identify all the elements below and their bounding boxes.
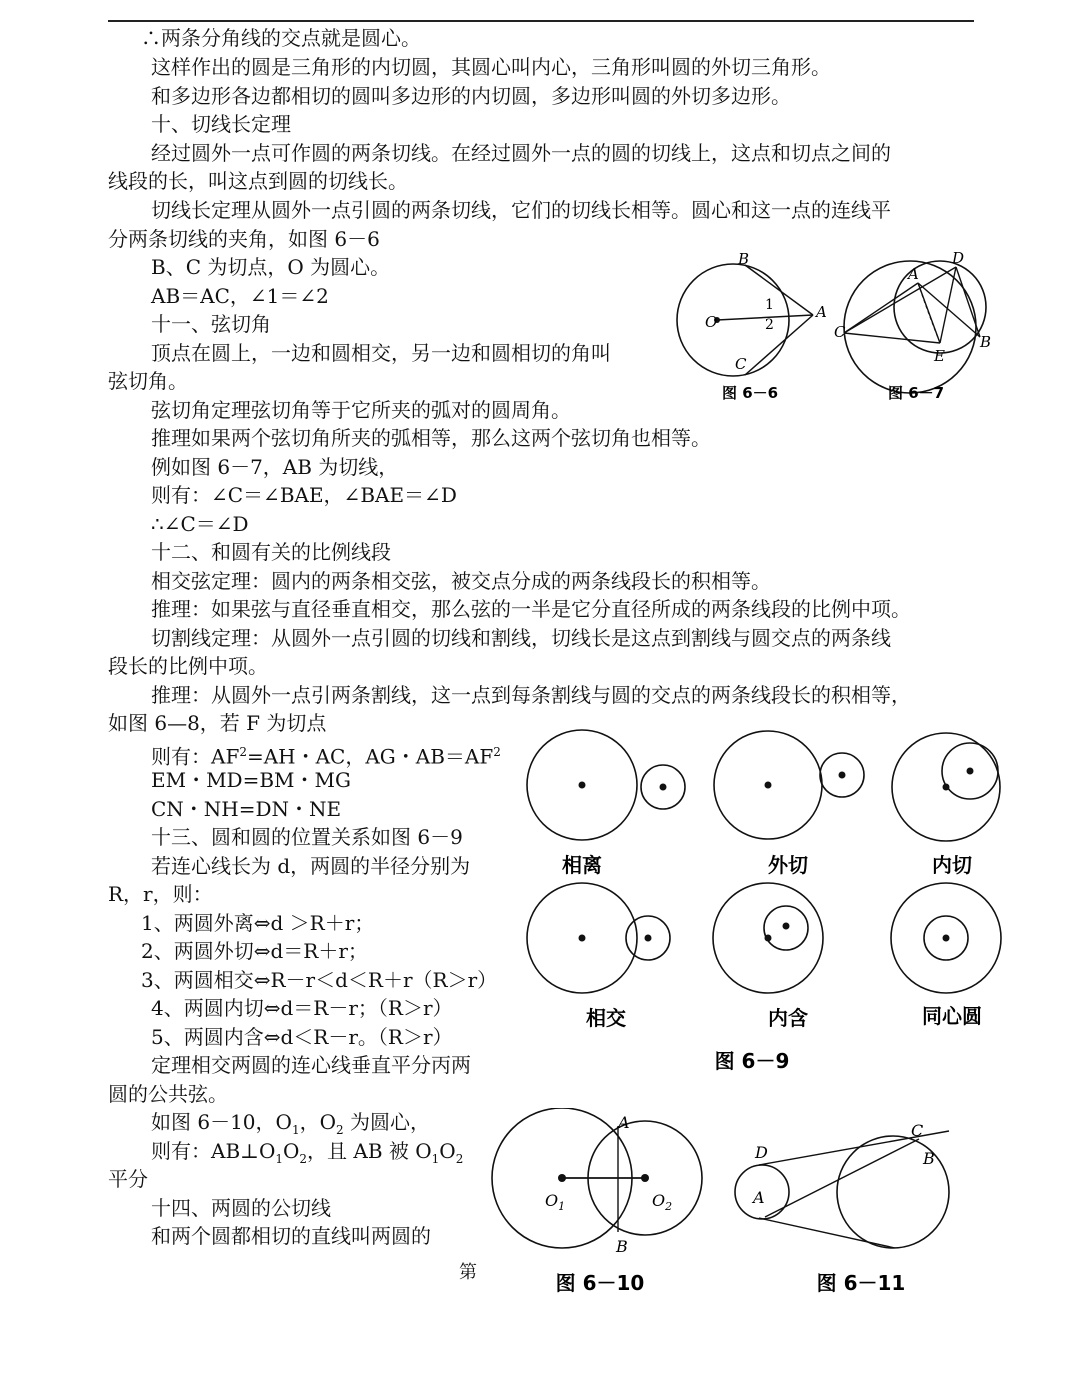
fig66-label-1: 1 — [765, 297, 774, 313]
text-line-2: 这样作出的圆是三角形的内切圆，其圆心叫内心，三角形叫圆的外切三角形。 — [151, 55, 831, 79]
text-line-3: 和多边形各边都相切的圆叫多边形的内切圆，多边形叫圆的外切多边形。 — [151, 84, 791, 108]
text-line-1: ∴两条分角线的交点就是圆心。 — [141, 26, 421, 50]
text-line-28: CN・NH=DN・NE — [151, 797, 342, 821]
text-line-43: 和两个圆都相切的直线叫两圆的 — [151, 1224, 431, 1248]
section-heading-13: 十三、圆和圆的位置关系如图 6－9 — [151, 825, 463, 849]
fig67-line-CE — [844, 333, 940, 343]
subscript: 1 — [291, 1123, 300, 1137]
fig66-caption: 图 6－6 — [722, 384, 779, 402]
fig69-label-intersect: 相交 — [586, 1006, 626, 1030]
text-line-34: 3、两圆相交⇔R－r＜d＜R＋r（R＞r） — [141, 968, 498, 992]
fig66-tangent-AC — [745, 315, 813, 375]
text-line-23: 段长的比例中项。 — [108, 654, 268, 678]
text-line-14: 弦切角定理弦切角等于它所夹的弧对的圆周角。 — [151, 398, 571, 422]
text-line-16: 例如图 6－7，AB 为切线， — [151, 455, 399, 479]
figure-6-9 — [520, 725, 1010, 1085]
text-line-7: 切线长定理从圆外一点引圆的两条切线，它们的切线长相等。圆心和这一点的连线平 — [151, 198, 891, 222]
subscript: 1 — [431, 1152, 440, 1166]
fig67-line-CD — [844, 267, 956, 333]
text-line-17: 则有：∠C＝∠BAE，∠BAE＝∠D — [151, 483, 457, 507]
text-line-36: 5、两圆内含⇔d＜R－r。（R＞r） — [151, 1025, 453, 1049]
text-line-25: 如图 6—8，若 F 为切点 — [108, 711, 327, 735]
fig611-label-A: A — [753, 1188, 765, 1207]
fig66-label-2: 2 — [765, 317, 774, 333]
text-line-12: 顶点在圆上，一边和圆相交，另一边和圆相切的角叫 — [151, 341, 611, 365]
text-line-41: 平分 — [108, 1167, 148, 1191]
section-heading-12: 十二、和圆有关的比例线段 — [151, 540, 391, 564]
text-line-6: 线段的长，叫这点到圆的切线长。 — [108, 169, 408, 193]
subscript: 2 — [455, 1152, 464, 1166]
superscript: 2 — [239, 745, 247, 759]
text-line-40 — [151, 1137, 463, 1173]
fig69-label-int-tangent: 内切 — [932, 853, 972, 877]
text-line-38: 圆的公共弦。 — [108, 1082, 228, 1106]
section-heading-14: 十四、两圆的公切线 — [151, 1196, 331, 1220]
text-line-9: B、C 为切点，O 为圆心。 — [151, 255, 391, 279]
text-40c: O — [283, 1139, 300, 1163]
fig67-label-C: C — [834, 323, 846, 341]
text-line-33: 2、两圆外切⇔d＝R＋r； — [141, 939, 368, 963]
figure-6-7 — [828, 245, 998, 410]
text-line-31: R，r，则： — [108, 882, 213, 906]
text-line-5: 经过圆外一点可作圆的两条切线。在经过圆外一点的圆的切线上，这点和切点之间的 — [151, 141, 891, 165]
subscript: 2 — [335, 1123, 344, 1137]
text-line-20: 相交弦定理：圆内的两条相交弦，被交点分成的两条线段长的积相等。 — [151, 569, 771, 593]
text-26a: 则有：AF — [151, 744, 240, 769]
text-line-13: 弦切角。 — [108, 369, 188, 393]
text-line-32: 1、两圆外离⇔d ＞R＋r； — [141, 911, 375, 935]
fig610-label-O1: $O_1$ — [545, 1191, 566, 1213]
fig611-lower-tangent — [759, 1218, 895, 1248]
figure-6-11 — [725, 1108, 975, 1303]
text-line-8: 分两条切线的夹角，如图 6－6 — [108, 227, 380, 251]
figure-6-10 — [480, 1108, 720, 1303]
fig67-label-A: A — [908, 265, 919, 283]
fig610-caption: 图 6－10 — [555, 1271, 645, 1295]
fig611-label-B: B — [923, 1149, 935, 1168]
fig67-label-D: D — [952, 249, 965, 267]
fig610-label-O2: $O_2$ — [652, 1191, 673, 1213]
text-line-37: 定理相交两圆的连心线垂直平分丙两 — [151, 1053, 471, 1077]
text-line-35: 4、两圆内切⇔d＝R－r；（R＞r） — [151, 996, 453, 1020]
fig66-label-C: C — [735, 355, 747, 373]
fig69-label-disjoint: 相离 — [562, 853, 602, 877]
figure-6-6 — [665, 245, 840, 410]
fig610-label-B: B — [616, 1237, 628, 1256]
text-40a: 则有：AB⊥O — [151, 1139, 276, 1163]
fig69-label-contain: 内含 — [768, 1006, 808, 1030]
text-26c: =AH・AC，AG・AB＝AF — [246, 744, 494, 769]
fig610-label-A: A — [618, 1113, 630, 1132]
text-line-10: AB＝AC，∠1＝∠2 — [151, 284, 329, 308]
section-heading-10: 十、切线长定理 — [151, 112, 291, 136]
text-39a: 如图 6－10，O — [151, 1110, 292, 1134]
text-39e: 为圆心， — [343, 1110, 430, 1134]
fig611-label-C: C — [911, 1121, 924, 1140]
fig67-caption: 图 6－7 — [888, 384, 945, 402]
text-line-21: 推理：如果弦与直径垂直相交，那么弦的一半是它分直径所成的两条线段的比例中项。 — [151, 597, 911, 621]
text-line-27: EM・MD=BM・MG — [151, 768, 351, 792]
fig69-caption: 图 6－9 — [714, 1049, 790, 1073]
text-line-22: 切割线定理：从圆外一点引圆的切线和割线，切线长是这点到割线与圆交点的两条线 — [151, 626, 891, 650]
text-39c: ，O — [299, 1110, 336, 1134]
section-heading-11: 十一、弦切角 — [151, 312, 271, 336]
fig69-label-concentric: 同心圆 — [922, 1004, 982, 1028]
page-number: 第 — [459, 1262, 477, 1283]
fig611-caption: 图 6－11 — [816, 1271, 906, 1295]
fig66-tangent-AB — [745, 265, 813, 315]
fig69-label-ext-tangent: 外切 — [768, 853, 808, 877]
fig66-label-B: B — [738, 250, 750, 268]
top-rule — [108, 20, 974, 22]
fig67-label-E: E — [934, 347, 945, 365]
text-line-24: 推理：从圆外一点引两条割线，这一点到每条割线与圆的交点的两条线段长的积相等， — [151, 683, 911, 707]
subscript: 1 — [275, 1152, 283, 1166]
superscript: 2 — [493, 745, 501, 759]
text-line-30: 若连心线长为 d，两圆的半径分别为 — [151, 854, 471, 878]
text-40e: ，且 AB 被 O — [307, 1139, 432, 1163]
fig67-label-B: B — [980, 333, 992, 351]
text-line-18: ∴∠C＝∠D — [151, 512, 249, 536]
text-40g: O — [439, 1139, 456, 1163]
fig66-label-A: A — [816, 303, 827, 321]
fig66-label-O: O — [705, 313, 718, 331]
text-line-15: 推理如果两个弦切角所夹的弧相等，那么这两个弦切角也相等。 — [151, 426, 711, 450]
subscript: 2 — [299, 1152, 308, 1166]
fig611-label-D: D — [755, 1143, 768, 1162]
